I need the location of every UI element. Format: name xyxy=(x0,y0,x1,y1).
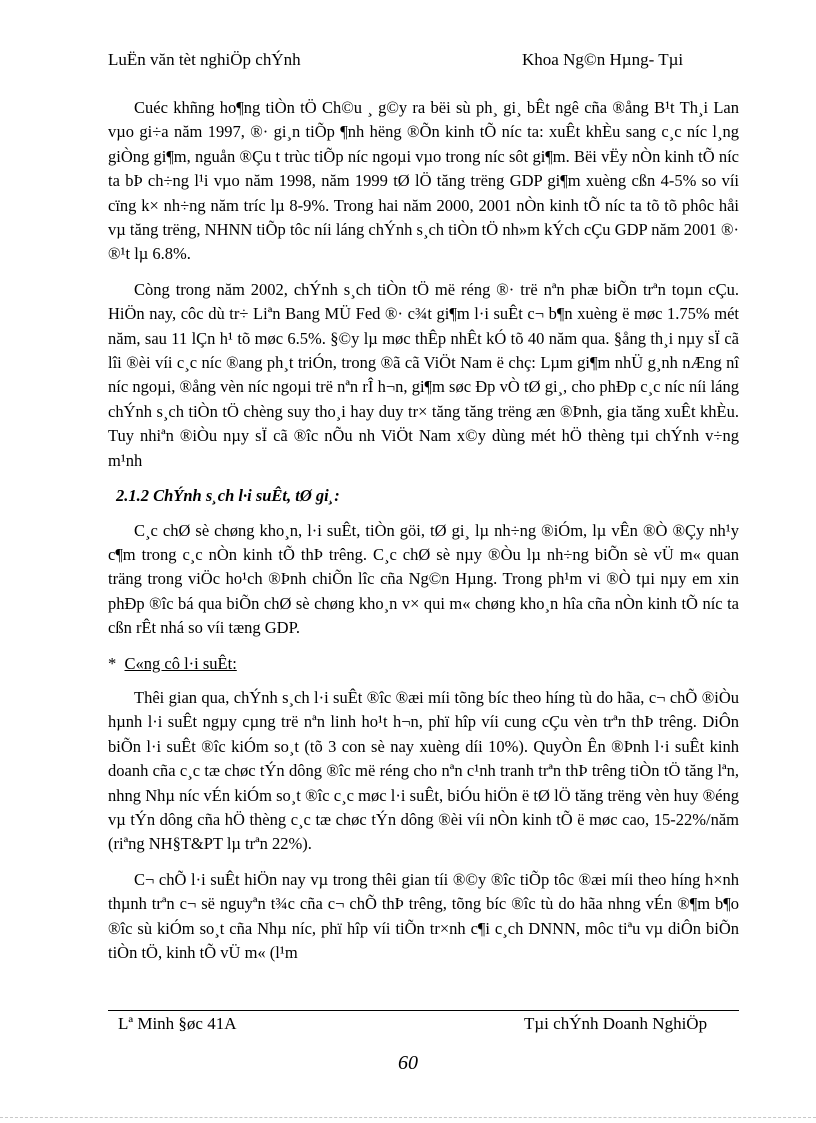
page-separator xyxy=(0,1117,816,1118)
page-number: 60 xyxy=(398,1052,418,1074)
footer-department: Tµi chÝnh Doanh NghiÖp xyxy=(524,1014,708,1033)
header-faculty: Khoa Ng©n Hµng- Tµi xyxy=(522,50,684,69)
paragraph-1: Cuéc khñng ho¶ng tiÒn tÖ Ch©u ¸ g©y ra bëi sù ph¸ gi¸ bÊt ngê cña ®ång B¹t Th¸i Lan vµo gi÷a năm 1997, ®· gi¸n tiÕp ¶nh hëng ®Õn kinh tÕ níc ta: xuÊt khÈu sang c¸c níc l¸ng giÒng gi¶m, nguån ®Çu t trùc tiÕp níc ngoµi vµo trong níc sôt gi¶m. Bëi vËy nÒn kinh tÕ níc ta bÞ ch÷ng l¹i vµo năm 1998, năm 1999 tØ lÖ tăng trëng GDP gi¶m xuèng cßn 4-5% so víi cïng k× nh÷ng năm tríc lµ 8-9%. Trong hai năm 2000, 2001 nÒn kinh tÕ níc ta tõ tõ phôc håi vµ tăng trëng, NHNN tiÕp tôc níi láng chÝnh s¸ch tiÒn tÖ nh»m kÝch cÇu GDP năm 2001 ®· ®¹t lµ 6.8%. xyxy=(108,98,739,264)
document-body xyxy=(108,96,739,976)
footer-divider xyxy=(108,1010,739,1011)
section-paragraph: C¸c chØ sè chøng kho¸n, l·i suÊt, tiÒn göi, tØ gi¸ lµ nh÷ng ®iÓm, lµ vÊn ®Ò ®Çy nh¹y c¶m trong c¸c nÒn kinh tÕ thÞ trêng. C¸c chØ sè nµy ®Òu lµ nh÷ng biÕn sè vÜ m« quan träng trong viÖc ho¹ch ®Þnh chiÕn lîc cña Ng©n Hµng. Trong ph¹m vi ®Ò tµi nµy em xin phÐp ®îc bá qua biÕn chØ sè chøng kho¸n v× qui m« chøng kho¸n hîa cña nÒn kinh tÕ níc ta cßn rÊt nhá so víi tæng GDP. xyxy=(108,520,739,638)
subsection-title xyxy=(108,652,739,676)
section-heading: 2.1.2 ChÝnh s¸ch l·i suÊt, tØ gi¸: xyxy=(116,486,340,506)
paragraph-2: Còng trong năm 2002, chÝnh s¸ch tiÒn tÖ më réng ®· trë nªn phæ biÕn trªn toµn cÇu. HiÖn nay, côc dù tr÷ Liªn Bang MÜ Fed ®· c¾t gi¶m l·i suÊt c¬ b¶n xuèng ë møc 1.75% mét năm, sau 11 lÇn h¹ tõ møc 6.5%. §©y lµ møc thÊp nhÊt kÓ tõ 40 năm qua. §ång th¸i nµy sÏ cã lîi ®èi víi c¸c níc ®ang ph¸t triÓn, trong ®ã cã ViÖt Nam ë chç: Lµm gi¶m nhÜ g¸nh nÆng nî níc ngoµi, ®ång vèn níc ngoµi trë nªn rÎ h¬n, gi¶m søc Ðp vÒ tØ gi¸, cho phÐp c¸c níc níi láng chÝnh s¸ch tiÒn tÖ chèng suy tho¸i hay duy tr× tăng tăng trëng æn ®Þnh, gia tăng xuÊt khÈu. Tuy nhiªn ®iÒu nµy sÏ cã ®îc nÕu nh ViÖt Nam x©y dùng mét hÖ thèng tµi chÝnh v÷ng m¹nh xyxy=(108,279,739,470)
bullet-marker: * xyxy=(108,653,117,673)
header-document-title: LuËn văn tèt nghiÖp chÝnh xyxy=(108,50,301,69)
subsection-paragraph-1: Thêi gian qua, chÝnh s¸ch l·i suÊt ®îc ®æi míi tõng bíc theo híng tù do hãa, c¬ chÕ ®iÒu hµnh l·i suÊt ngµy cµng trë nªn linh ho¹t h¬n, phï hîp víi cung cÇu vèn trªn thÞ trêng. DiÔn biÕn l·i suÊt ®îc kiÓm so¸t (tõ 3 con sè nay xuèng díi 10%). QuyÒn Ên ®Þnh l·i suÊt kinh doanh cña c¸c tæ chøc tÝn dông ®îc më réng cho nªn c¹nh tranh trªn thÞ trêng tiÒn tÖ tăng lªn, nhng Nhµ níc vÉn kiÓm so¸t ®îc c¸c møc l·i suÊt, biÓu hiÖn ë tØ lÖ tăng trëng vèn huy ®éng vµ tÝn dông cña hÖ thèng c¸c tæ chøc tÝn dông ®èi víi nÒn kinh tÕ ë møc cao, 15-22%/năm (riªng NH§T&PT lµ trªn 22%). xyxy=(108,687,739,854)
footer-author: Lª Minh §øc 41A xyxy=(118,1014,237,1033)
subsection-paragraph-2: C¬ chÕ l·i suÊt hiÖn nay vµ trong thêi gian tíi ®©y ®îc tiÕp tôc ®æi míi theo híng h×nh thµnh trªn c¬ së nguyªn t¾c cña c¬ chÕ thÞ trêng, tõng bíc ®îc tù do hãa nhng vÉn ®¶m b¶o ®îc sù kiÓm so¸t cña Nhµ níc, phï hîp víi tiÕn tr×nh c¶i c¸ch DNNN, môc tiªu vµ diÔn biÕn tiÒn tÖ, kinh tÕ vÜ m« (l¹m xyxy=(108,869,739,962)
subsection-title-text: C«ng cô l·i suÊt: xyxy=(124,653,237,673)
